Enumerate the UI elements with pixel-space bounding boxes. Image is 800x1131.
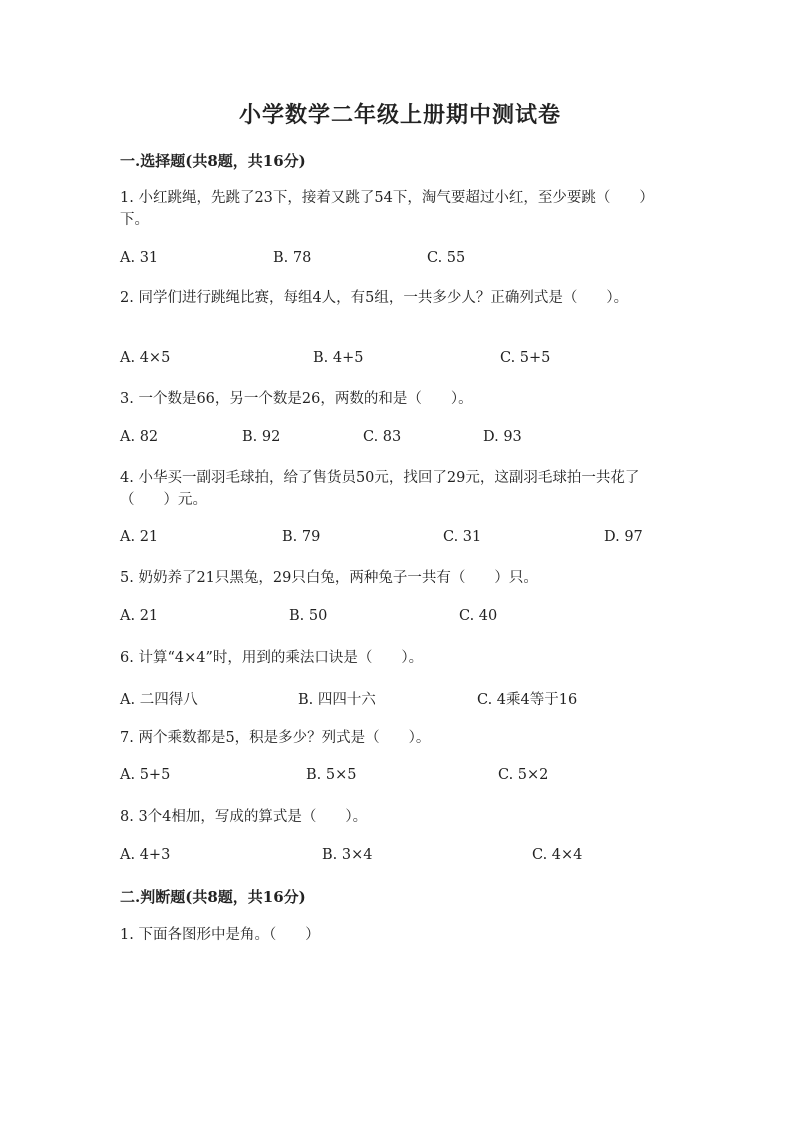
question-8-text: 8. 3个4相加，写成的算式是（ ）。 bbox=[120, 809, 368, 825]
question-3-option-a[interactable]: A. 82 bbox=[120, 429, 159, 445]
judge-question-1-text: 1. 下面各图形中是角。（ ） bbox=[120, 927, 320, 943]
question-1-text: 1. 小红跳绳，先跳了23下，接着又跳了54下，淘气要超过小红，至少要跳（ ）下。 bbox=[120, 190, 654, 228]
question-5-option-a[interactable]: A. 21 bbox=[120, 608, 159, 624]
question-6-option-c[interactable]: C. 4乘4等于16 bbox=[477, 692, 578, 708]
page-title: 小学数学二年级上册期中测试卷 bbox=[238, 102, 561, 128]
question-1-option-a[interactable]: A. 31 bbox=[120, 250, 159, 266]
question-3-option-d[interactable]: D. 93 bbox=[483, 429, 522, 445]
question-3-option-c[interactable]: C. 83 bbox=[363, 429, 402, 445]
question-8-option-c[interactable]: C. 4×4 bbox=[532, 847, 583, 863]
question-4-text: 4. 小华买一副羽毛球拍，给了售货员50元，找回了29元，这副羽毛球拍一共花了（ ）元。 bbox=[120, 470, 640, 508]
section-title-choice: 一.选择题(共8题，共16分) bbox=[120, 152, 306, 170]
question-7-option-c[interactable]: C. 5×2 bbox=[498, 767, 549, 783]
question-1-option-b[interactable]: B. 78 bbox=[273, 250, 312, 266]
question-4-option-b[interactable]: B. 79 bbox=[282, 529, 321, 545]
question-5-option-b[interactable]: B. 50 bbox=[289, 608, 328, 624]
question-3-text: 3. 一个数是66，另一个数是26，两数的和是（ ）。 bbox=[120, 391, 473, 407]
question-2-option-b[interactable]: B. 4+5 bbox=[313, 350, 364, 366]
question-7-text: 7. 两个乘数都是5，积是多少？列式是（ ）。 bbox=[120, 730, 431, 746]
question-4-option-d[interactable]: D. 97 bbox=[604, 529, 643, 545]
question-7-option-a[interactable]: A. 5+5 bbox=[120, 767, 171, 783]
question-5-text: 5. 奶奶养了21只黑兔，29只白兔，两种兔子一共有（ ）只。 bbox=[120, 570, 538, 586]
question-8-option-a[interactable]: A. 4+3 bbox=[120, 847, 171, 863]
section-title-judge: 二.判断题(共8题，共16分) bbox=[120, 888, 306, 906]
question-6-option-b[interactable]: B. 四四十六 bbox=[298, 692, 376, 708]
question-1-option-c[interactable]: C. 55 bbox=[427, 250, 466, 266]
question-8-option-b[interactable]: B. 3×4 bbox=[322, 847, 373, 863]
question-5-option-c[interactable]: C. 40 bbox=[459, 608, 498, 624]
question-3-option-b[interactable]: B. 92 bbox=[242, 429, 281, 445]
question-2-option-a[interactable]: A. 4×5 bbox=[120, 350, 171, 366]
question-6-option-a[interactable]: A. 二四得八 bbox=[120, 692, 198, 708]
question-2-option-c[interactable]: C. 5+5 bbox=[500, 350, 551, 366]
question-6-text: 6. 计算“4×4”时，用到的乘法口诀是（ ）。 bbox=[120, 650, 424, 666]
question-4-option-c[interactable]: C. 31 bbox=[443, 529, 482, 545]
question-2-text: 2. 同学们进行跳绳比赛，每组4人，有5组，一共多少人？正确列式是（ ）。 bbox=[120, 290, 629, 306]
question-7-option-b[interactable]: B. 5×5 bbox=[306, 767, 357, 783]
question-4-option-a[interactable]: A. 21 bbox=[120, 529, 159, 545]
